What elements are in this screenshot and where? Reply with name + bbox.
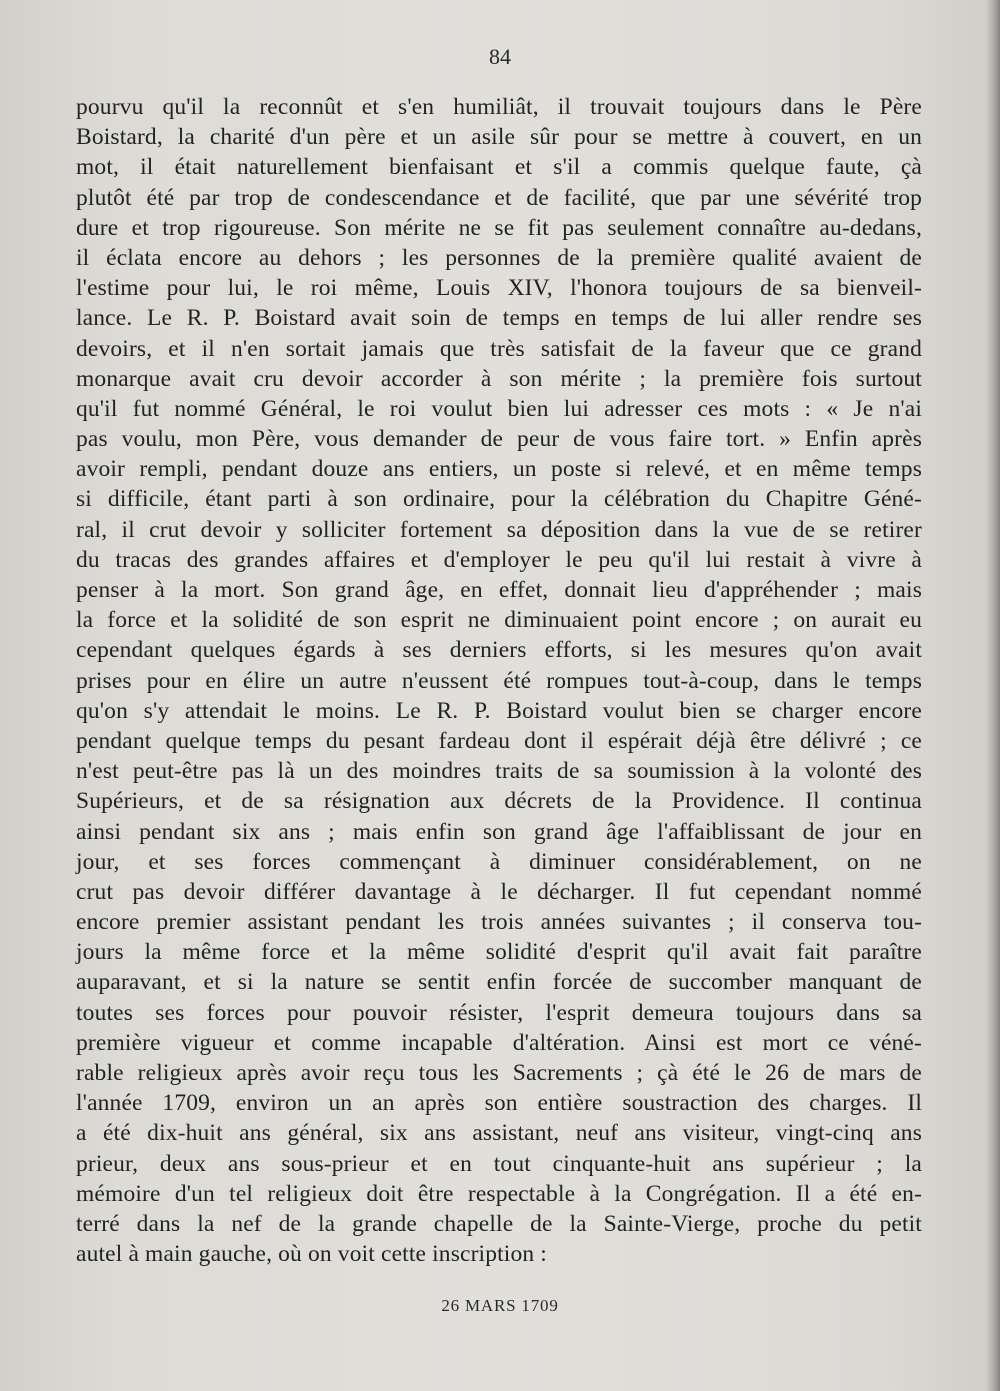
text-line: crut pas devoir différer davantage à le décharger. Il fut cependant nommé: [76, 878, 922, 905]
text-line: qu'on s'y attendait le moins. Le R. P. Boistard voulut bien se charger encore: [76, 697, 922, 724]
text-line: prieur, deux ans sous-prieur et en tout cinquante-huit ans supérieur ; la: [76, 1150, 922, 1177]
text-line: ainsi pendant six ans ; mais enfin son grand âge l'affaiblissant de jour en: [76, 818, 922, 845]
text-line: dure et trop rigoureuse. Son mérite ne se fit pas seulement connaître au-dedans,: [76, 214, 922, 241]
text-line: autel à main gauche, où on voit cette inscription :: [76, 1241, 547, 1268]
text-line: pas voulu, mon Père, vous demander de peur de vous faire tort. » Enfin après: [76, 426, 922, 453]
text-line: devoirs, et il n'en sortait jamais que très satisfait de la faveur que ce grand: [76, 335, 922, 362]
text-line: avoir rempli, pendant douze ans entiers, un poste si relevé, et en même temps: [76, 456, 922, 483]
text-line: Boistard, la charité d'un père et un asile sûr pour se mettre à couvert, en un: [76, 124, 922, 151]
text-line: jours la même force et la même solidité d'esprit qu'il avait fait paraître: [76, 939, 922, 966]
text-line: mot, il était naturellement bienfaisant et s'il a commis quelque faute, çà: [76, 154, 922, 181]
text-line: pourvu qu'il la reconnût et s'en humiliât, il trouvait toujours dans le Père: [76, 94, 922, 120]
text-line: l'estime pour lui, le roi même, Louis XIV, l'honora toujours de sa bienveil-: [76, 275, 922, 302]
text-line: mémoire d'un tel religieux doit être respectable à la Congrégation. Il a été en-: [76, 1180, 922, 1207]
text-line: lance. Le R. P. Boistard avait soin de temps en temps de lui aller rendre ses: [76, 305, 922, 332]
text-line: prises pour en élire un autre n'eussent été rompues tout-à-coup, dans le temps: [76, 667, 922, 694]
text-line: l'année 1709, environ un an après son entière soustraction des charges. Il: [76, 1090, 922, 1117]
text-line: terré dans la nef de la grande chapelle de la Sainte-Vierge, proche du petit: [76, 1210, 922, 1237]
text-line: première vigueur et comme incapable d'altération. Ainsi est mort ce véné-: [76, 1029, 922, 1056]
text-line: ral, il crut devoir y solliciter fortement sa déposition dans la vue de se retirer: [76, 516, 922, 543]
text-line: encore premier assistant pendant les trois années suivantes ; il conserva tou-: [76, 909, 922, 936]
text-line: plutôt été par trop de condescendance et de facilité, que par une sévérité trop: [76, 184, 922, 211]
text-line: penser à la mort. Son grand âge, en effet, donnait lieu d'appréhender ; mais: [76, 577, 922, 603]
text-line: du tracas des grandes affaires et d'employer le peu qu'il lui restait à vivre à: [76, 546, 922, 573]
text-line: auparavant, et si la nature se sentit enfin forcée de succomber manquant de: [76, 969, 922, 996]
text-line: n'est peut-être pas là un des moindres traits de sa soumission à la volonté des: [76, 758, 922, 785]
text-line: si difficile, étant parti à son ordinaire, pour la célébration du Chapitre Géné-: [76, 486, 922, 513]
text-line: la force et la solidité de son esprit ne diminuaient point encore ; on aurait eu: [76, 607, 922, 634]
page-number: 84: [489, 44, 511, 69]
text-line: toutes ses forces pour pouvoir résister, l'esprit demeura toujours dans sa: [76, 999, 922, 1026]
text-line: cependant quelques égards à ses derniers efforts, si les mesures qu'on avait: [76, 637, 922, 664]
text-line: Supérieurs, et de sa résignation aux décrets de la Providence. Il continua: [76, 788, 922, 815]
body-text: [76, 92, 922, 1269]
text-line: qu'il fut nommé Général, le roi voulut bien lui adresser ces mots : « Je n'ai: [76, 395, 922, 422]
text-line: rable religieux après avoir reçu tous les Sacrements ; çà été le 26 de mars de: [76, 1060, 922, 1086]
text-line: pendant quelque temps du pesant fardeau dont il espérait déjà être délivré ; ce: [76, 727, 922, 754]
date-caption: 26 MARS 1709: [441, 1296, 559, 1315]
text-line: monarque avait cru devoir accorder à son mérite ; la première fois surtout: [76, 365, 922, 392]
text-line: jour, et ses forces commençant à diminuer considérablement, on ne: [76, 848, 922, 875]
page-edge-shadow: [986, 0, 1000, 1391]
text-line: il éclata encore au dehors ; les personnes de la première qualité avaient de: [76, 244, 922, 271]
text-line: a été dix-huit ans général, six ans assistant, neuf ans visiteur, vingt-cinq ans: [76, 1120, 922, 1147]
